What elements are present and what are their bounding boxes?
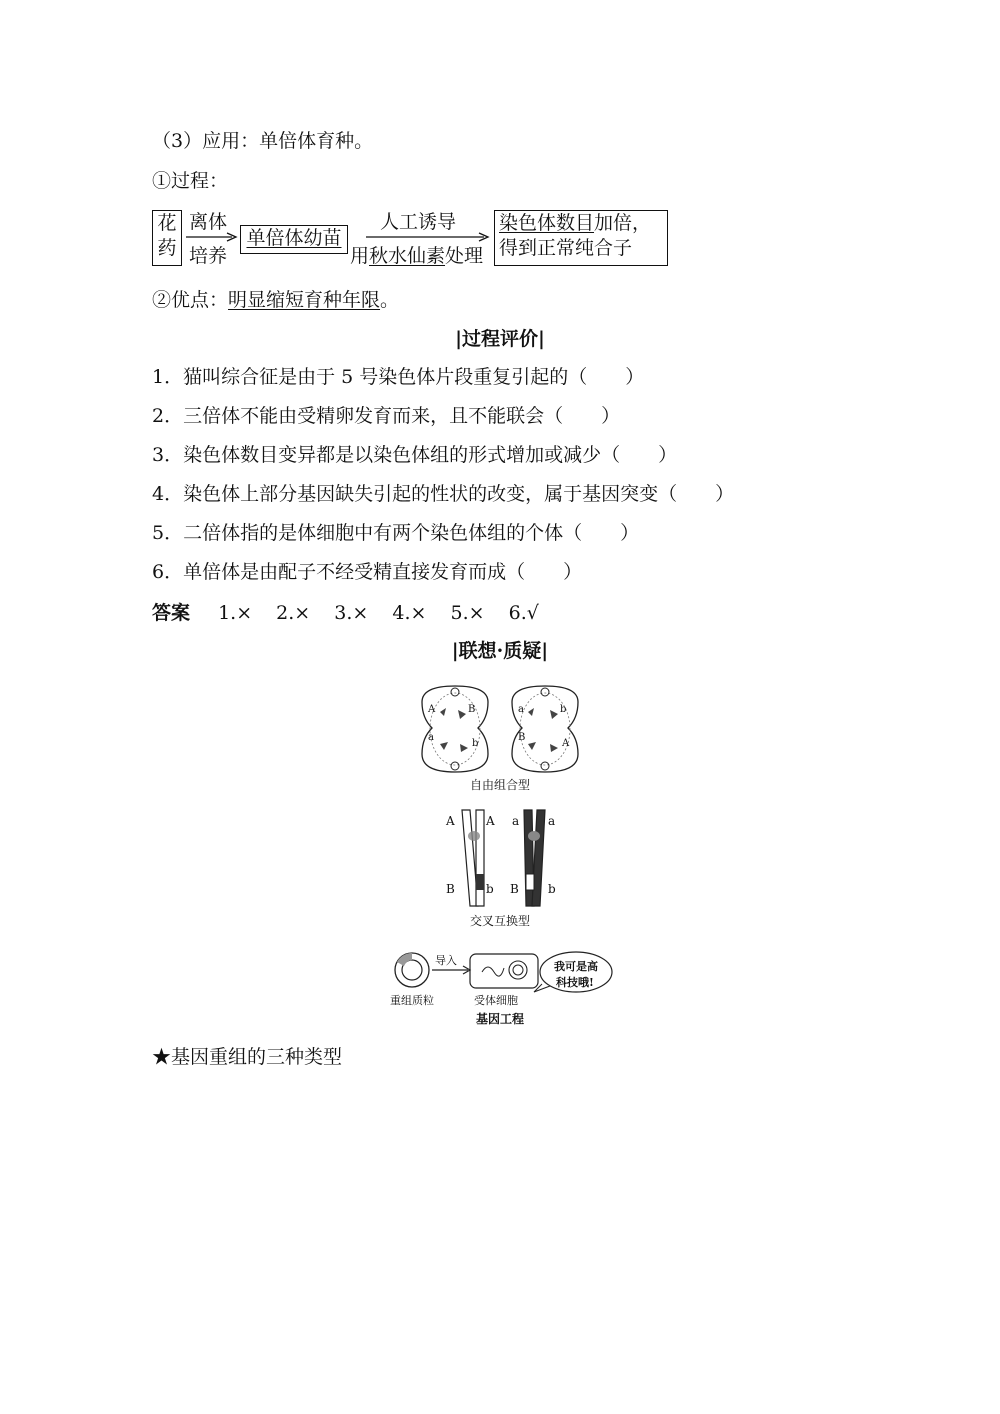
arrow2-suffix: 处理 [445,245,484,267]
speech-bubble-line2: 科技哦! [556,976,594,989]
section-title-assoc: |联想·质疑| [451,640,549,662]
allele-label: A [562,738,570,749]
arrow2-prefix: 用 [350,245,370,267]
answer-line [152,600,557,626]
figure-caption-3: 基因工程 [475,1012,524,1026]
recipient-cell-label: 受体细胞 [474,994,518,1007]
figure-caption-1: 自由组合型 [469,778,530,792]
allele-label: B [468,704,476,715]
process-label: ①过程： [152,170,229,192]
question-4: 4．染色体上部分基因缺失引起的性状的改变，属于基因突变（ ） [152,483,735,505]
flow-end-line2: 得到正常纯合子 [499,237,633,259]
flow-mid-text: 单倍体幼苗 [246,227,342,249]
question-5: 5．二倍体指的是体细胞中有两个染色体组的个体（ ） [152,522,640,544]
answer-item: 4.× [392,602,427,624]
question-3: 3．染色体数目变异都是以染色体组的形式增加或减少（ ） [152,444,678,466]
answer-item: 2.× [276,602,311,624]
star-heading: ★基因重组的三种类型 [152,1046,343,1068]
free-combination-figure [410,682,590,777]
speech-bubble-line1: 我可是高 [554,960,598,973]
allele-label: a [512,814,520,828]
answer-item: 3.× [334,602,369,624]
flow-start-box [152,210,182,266]
crossing-over-figure [440,802,570,912]
question-6: 6．单倍体是由配子不经受精直接发育而成（ ） [152,561,583,583]
arrow2-underlined: 秋水仙素 [369,245,446,267]
arrow2-icon [366,232,490,242]
arrow1-top-label: 离体 [189,211,228,233]
flow-mid-box [240,225,348,254]
arrow2-top-label: 人工诱导 [380,211,457,233]
allele-label: B [518,732,526,743]
allele-label: b [560,704,567,715]
answer-label: 答案 [152,602,191,624]
dividing-cells-illustration [410,682,590,777]
allele-label: a [428,732,434,743]
advantage-line [152,287,399,313]
arrow1-bottom-label: 培养 [189,245,228,267]
advantage-end: 。 [380,289,400,311]
allele-label: B [446,882,455,896]
section-title-eval: |过程评价| [455,328,545,350]
figure-caption-2: 交叉互换型 [469,914,530,928]
flow-end-box [494,210,668,266]
allele-label: A [428,704,436,715]
question-1: 1．猫叫综合征是由于 5 号染色体片段重复引起的（ ） [152,366,645,388]
advantage-label: ②优点： [152,289,229,311]
allele-label: a [518,704,524,715]
answer-item: 1.× [218,602,253,624]
flow-end-underlined: 染色体数目 [499,212,595,234]
allele-label: b [548,882,556,896]
import-label: 导入 [435,954,457,967]
flow-end-line1-rest: 加倍， [594,212,652,234]
answer-item: 5.× [450,602,485,624]
flow-start-line2: 药 [157,237,177,259]
allele-label: b [472,738,479,749]
allele-label: a [548,814,556,828]
flow-start-line1: 花 [157,212,177,234]
arrow1-icon [186,232,238,242]
question-2: 2．三倍体不能由受精卵发育而来，且不能联会（ ） [152,405,621,427]
genetic-engineering-figure [390,948,620,1008]
answer-item: 6.√ [508,602,539,624]
allele-label: A [486,814,495,828]
section-heading: （3）应用：单倍体育种。 [152,130,374,152]
advantage-text: 明显缩短育种年限 [228,289,381,311]
allele-label: A [446,814,455,828]
allele-label: b [486,882,494,896]
allele-label: B [510,882,519,896]
plasmid-label: 重组质粒 [390,994,434,1007]
arrow2-bottom-label [350,244,483,268]
